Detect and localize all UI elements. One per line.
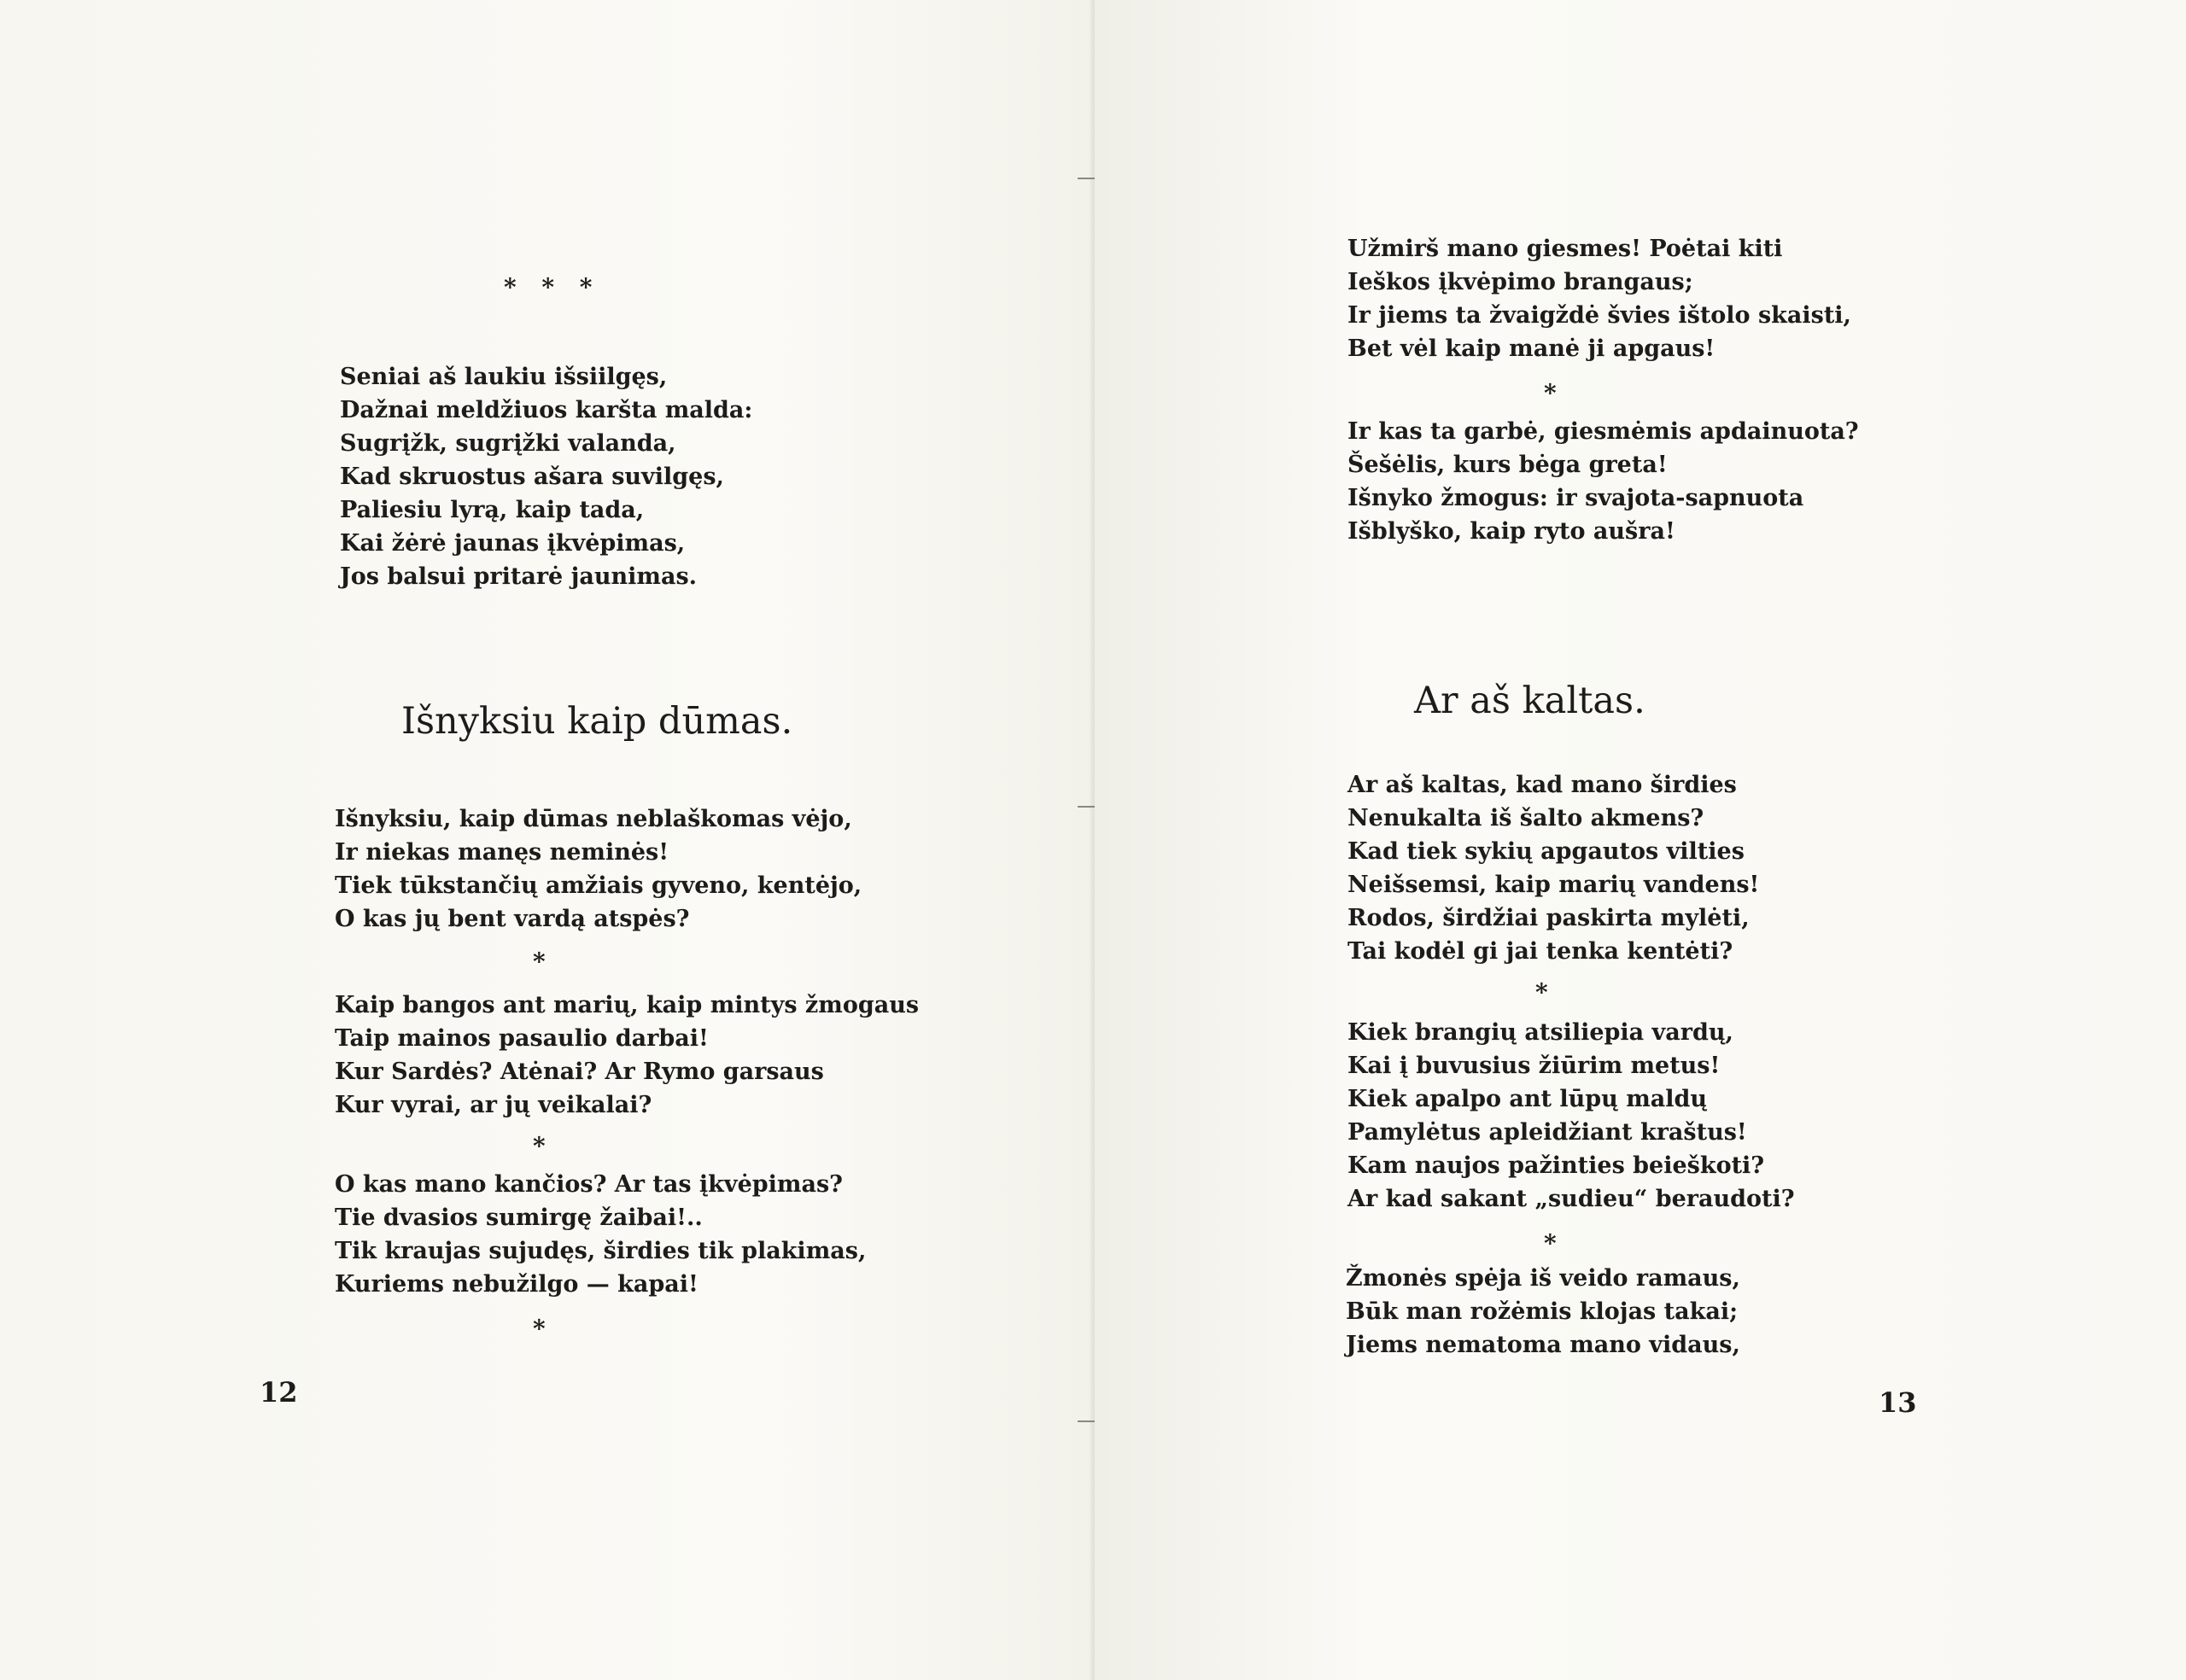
verse-line: Kuriems nebužilgo — kapai! [335,1271,698,1298]
poem-title: Išnyksiu kaip dūmas. [401,700,793,743]
right-page [1095,0,2186,1680]
verse-line: Tiek tūkstančių amžiais gyveno, kentėjo, [335,872,862,899]
verse-line: Neišsemsi, kaip marių vandens! [1347,872,1760,898]
verse-line: Sugrįžk, sugrįžki valanda, [340,430,676,457]
verse-line: Kad skruostus ašara suvilgęs, [340,464,724,490]
verse-line: O kas jų bent vardą atspės? [335,906,690,932]
stanza-separator: * [533,1315,546,1343]
verse-line: Būk man rožėmis klojas takai; [1346,1298,1739,1325]
verse-line: Seniai aš laukiu išsiilgęs, [340,364,668,390]
verse-line: Kai žėrė jaunas įkvėpimas, [340,530,686,557]
right-stanza-2 [1347,415,1859,548]
verse-line: Kad tiek sykių apgautos vilties [1347,838,1745,865]
verse-line: Nenukalta iš šalto akmens? [1347,805,1704,831]
verse-line: Ar aš kaltas, kad mano širdies [1347,772,1737,798]
verse-line: Rodos, širdžiai paskirta mylėti, [1347,905,1750,931]
verse-line: Kiek brangių atsiliepia vardų, [1347,1019,1733,1046]
left-stanza-3 [335,989,919,1122]
verse-line: Taip mainos pasaulio darbai! [335,1025,709,1052]
page-number: 12 [260,1376,298,1409]
verse-line: Tik kraujas sujudęs, širdies tik plakimas, [335,1238,867,1264]
verse-line: Tai kodėl gi jai tenka kentėti? [1347,938,1733,965]
verse-line: Išnyksiu, kaip dūmas neblaškomas vėjo, [335,806,852,832]
left-stanza-1 [340,360,752,593]
verse-line: Išnyko žmogus: ir svajota-sapnuota [1347,485,1804,511]
verse-line: Dažnai meldžiuos karšta malda: [340,397,753,423]
stanza-separator: * [533,948,546,976]
verse-line: Kur vyrai, ar jų veikalai? [335,1092,652,1118]
verse-line: Kam naujos pažinties beieškoti? [1347,1152,1765,1179]
verse-line: Šešėlis, kurs bėga greta! [1347,452,1668,478]
left-stanza-2 [335,802,862,936]
verse-line: Užmirš mano giesmes! Poėtai kiti [1347,236,1783,262]
verse-line: Ir jiems ta žvaigždė švies ištolo skaisti, [1347,302,1851,329]
right-stanza-1 [1347,232,1851,365]
right-stanza-3 [1347,768,1759,968]
page-number: 13 [1879,1386,1917,1419]
stanza-separator: * [1544,1229,1557,1257]
verse-line: Kiek apalpo ant lūpų maldų [1347,1086,1708,1112]
left-stanza-4 [335,1168,866,1301]
verse-line: Ir niekas manęs neminės! [335,839,669,866]
right-stanza-4 [1347,1016,1795,1216]
ornament-stars: * * * [504,273,601,301]
verse-line: Kaip bangos ant marių, kaip mintys žmogaus [335,992,920,1018]
verse-line: Kur Sardės? Atėnai? Ar Rymo garsaus [335,1059,824,1085]
verse-line: Jiems nematoma mano vidaus, [1346,1332,1740,1358]
verse-line: Jos balsui pritarė jaunimas. [340,563,698,590]
verse-line: Ar kad sakant „sudieu“ beraudoti? [1347,1186,1795,1212]
poem-title: Ar aš kaltas. [1414,680,1645,722]
stanza-separator: * [533,1132,546,1160]
stanza-separator: * [1535,978,1548,1006]
stanza-separator: * [1544,379,1557,407]
verse-line: Paliesiu lyrą, kaip tada, [340,497,645,523]
verse-line: Bet vėl kaip manė ji apgaus! [1347,335,1715,362]
verse-line: Tie dvasios sumirgę žaibai!.. [335,1205,703,1231]
verse-line: Išblyško, kaip ryto aušra! [1347,518,1675,545]
verse-line: O kas mano kančios? Ar tas įkvėpimas? [335,1171,843,1198]
verse-line: Žmonės spėja iš veido ramaus, [1346,1265,1740,1292]
verse-line: Pamylėtus apleidžiant kraštus! [1347,1119,1747,1146]
verse-line: Ieškos įkvėpimo brangaus; [1347,269,1693,295]
verse-line: Ir kas ta garbė, giesmėmis apdainuota? [1347,418,1859,445]
verse-line: Kai į buvusius žiūrim metus! [1347,1053,1721,1079]
right-stanza-5 [1346,1262,1740,1362]
